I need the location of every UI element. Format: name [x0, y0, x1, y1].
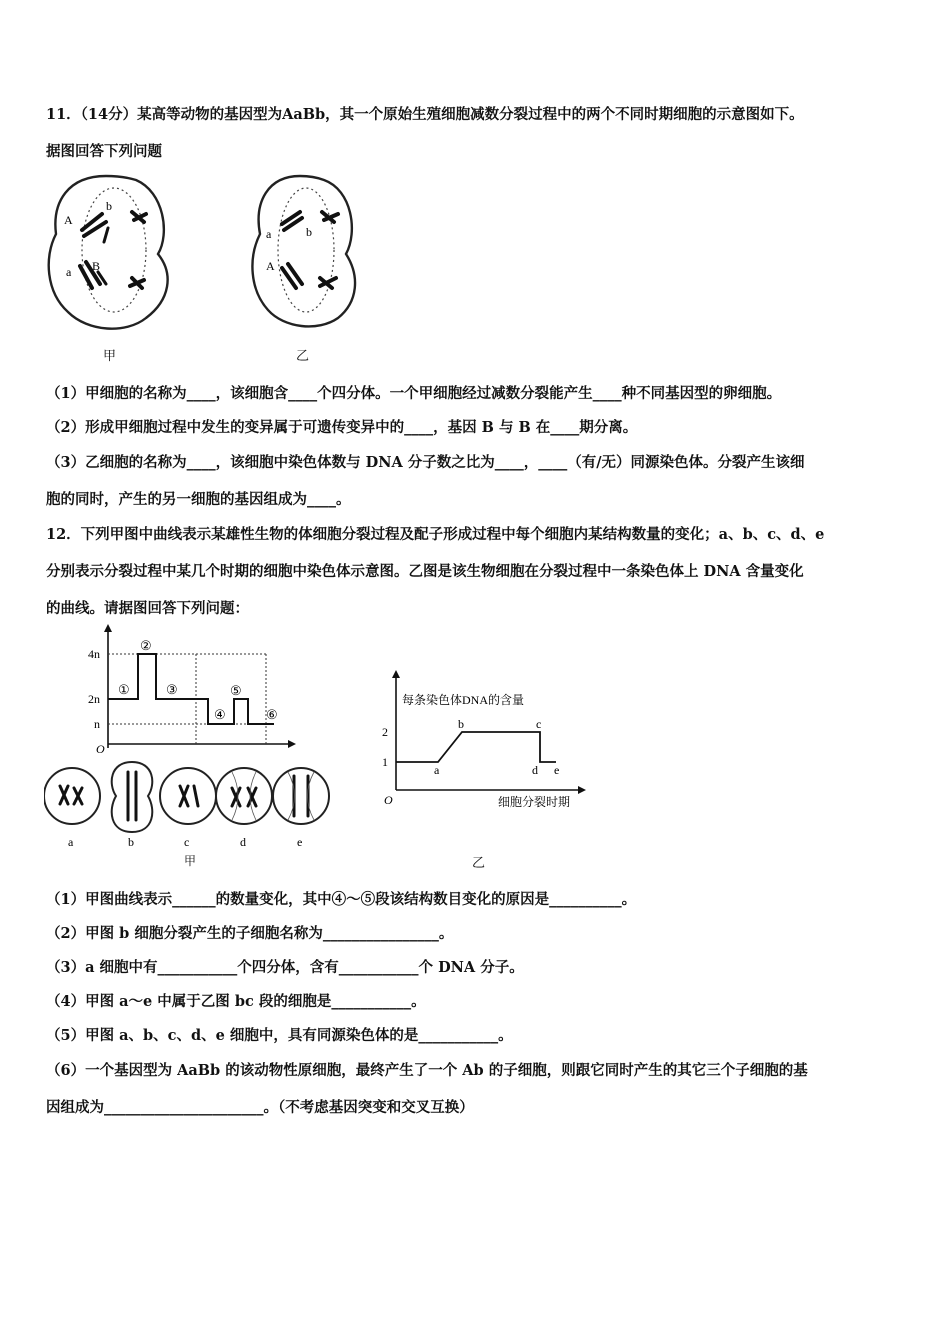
yi-y-tick-1: 1 [382, 755, 388, 769]
q11-sub3-line1: （3）乙细胞的名称为____，该细胞中染色体数与 DNA 分子数之比为____，____（有/无）同源染色体。分裂产生该细 [46, 454, 805, 471]
cell-yi-membrane [252, 176, 355, 326]
q12-sub2: （2）甲图 b 细胞分裂产生的子细胞名称为________________。 [46, 925, 454, 942]
q12-sub6-line2: 因组成为______________________。（不考虑基因突变和交叉互换） [46, 1099, 474, 1116]
cell-label-c: c [184, 835, 190, 849]
q12-sub5: （5）甲图 a、b、c、d、e 细胞中，具有同源染色体的是___________。 [46, 1027, 513, 1044]
segment-6: ⑥ [266, 707, 278, 722]
yi-point-c: c [536, 717, 542, 731]
cell-d [216, 768, 272, 824]
yi-point-d: d [532, 763, 538, 777]
q12-sub4: （4）甲图 a～e 中属于乙图 bc 段的细胞是___________。 [46, 993, 426, 1010]
yi-ylabel: 每条染色体DNA的含量 [402, 693, 524, 707]
q12-stem-line3: 的曲线。请据图回答下列问题： [46, 600, 249, 617]
segment-2: ② [140, 638, 152, 653]
y-axis-arrow [104, 624, 112, 632]
graph-yi-curve [396, 732, 556, 762]
gene-B-label: B [92, 259, 101, 273]
gene-A-label: A [64, 213, 73, 227]
q12-sub6-line1: （6）一个基因型为 AaBb 的该动物性原细胞，最终产生了一个 Ab 的子细胞，则跟它同时产生的其它三个子细胞的基 [46, 1062, 808, 1079]
q12-graph-yi [378, 668, 598, 816]
q12-sub1: （1）甲图曲线表示______的数量变化，其中④～⑤段该结构数目变化的原因是__________。 [46, 891, 637, 908]
q11-sub2: （2）形成甲细胞过程中发生的变异属于可遗传变异中的____，基因 B 与 B 在____期分离。 [46, 419, 638, 436]
cell-label-e: e [297, 835, 303, 849]
yi-y-tick-2: 2 [382, 725, 388, 739]
q12-stem-line1: 12．下列甲图中曲线表示某雄性生物的体细胞分裂过程及配子形成过程中每个细胞内某结构数量的变化；a、b、c、d、e [46, 526, 825, 543]
q11-cell-yi-figure [248, 172, 366, 337]
graph-jia-curve [108, 654, 274, 724]
q11-cell-jia-figure [46, 172, 176, 337]
spindle [82, 188, 146, 312]
q12-stem-line2: 分别表示分裂过程中某几个时期的细胞中染色体示意图。乙图是该生物细胞在分裂过程中一条染色体上 DNA 含量变化 [46, 563, 804, 580]
cell-label-a: a [68, 835, 74, 849]
q11-stem-line1: 11．（14分）某高等动物的基因型为AaBb，其一个原始生殖细胞减数分裂过程中的两个不同时期细胞的示意图如下。 [46, 106, 804, 123]
yi-origin: O [384, 793, 393, 807]
cell-a [44, 768, 100, 824]
q12-cells-figure [44, 758, 334, 858]
x-axis-arrow [288, 740, 296, 748]
yi-y-axis-arrow [392, 670, 400, 678]
segment-1: ① [118, 682, 130, 697]
gene-b-label-yi: b [306, 225, 312, 239]
segment-4: ④ [214, 707, 226, 722]
segment-5: ⑤ [230, 683, 242, 698]
q11-sub3-line2: 胞的同时，产生的另一细胞的基因组成为____。 [46, 491, 351, 508]
spindle-yi [278, 188, 334, 312]
q12-fig-label-yi: 乙 [472, 856, 486, 871]
yi-point-e: e [554, 763, 560, 777]
gene-a-label-yi: a [266, 227, 272, 241]
gene-b-label: b [106, 199, 112, 213]
cell-e [273, 768, 329, 824]
cell-label-d: d [240, 835, 246, 849]
q12-graph-jia [84, 622, 300, 754]
origin-label: O [96, 742, 105, 754]
q11-sub1: （1）甲细胞的名称为____，该细胞含____个四分体。一个甲细胞经过减数分裂能产生____种不同基因型的卵细胞。 [46, 385, 782, 402]
y-tick-2n: 2n [88, 692, 100, 706]
segment-3: ③ [166, 682, 178, 697]
q11-stem-line2: 据图回答下列问题 [46, 143, 162, 160]
cell-label-b: b [128, 835, 134, 849]
cell-c [160, 768, 216, 824]
yi-x-axis-arrow [578, 786, 586, 794]
q11-fig-label-jia: 甲 [103, 349, 117, 364]
yi-xlabel: 细胞分裂时期 [498, 795, 571, 809]
yi-point-b: b [458, 717, 464, 731]
gene-a-label: a [66, 265, 72, 279]
q11-fig-label-yi: 乙 [296, 349, 310, 364]
cell-b [112, 762, 153, 832]
gene-A-label-yi: A [266, 259, 275, 273]
y-tick-n: n [94, 717, 100, 731]
q12-fig-label-jia: 甲 [184, 854, 197, 868]
q12-sub3: （3）a 细胞中有___________个四分体，含有___________个 DNA 分子。 [46, 959, 524, 976]
yi-point-a: a [434, 763, 440, 777]
y-tick-4n: 4n [88, 647, 100, 661]
